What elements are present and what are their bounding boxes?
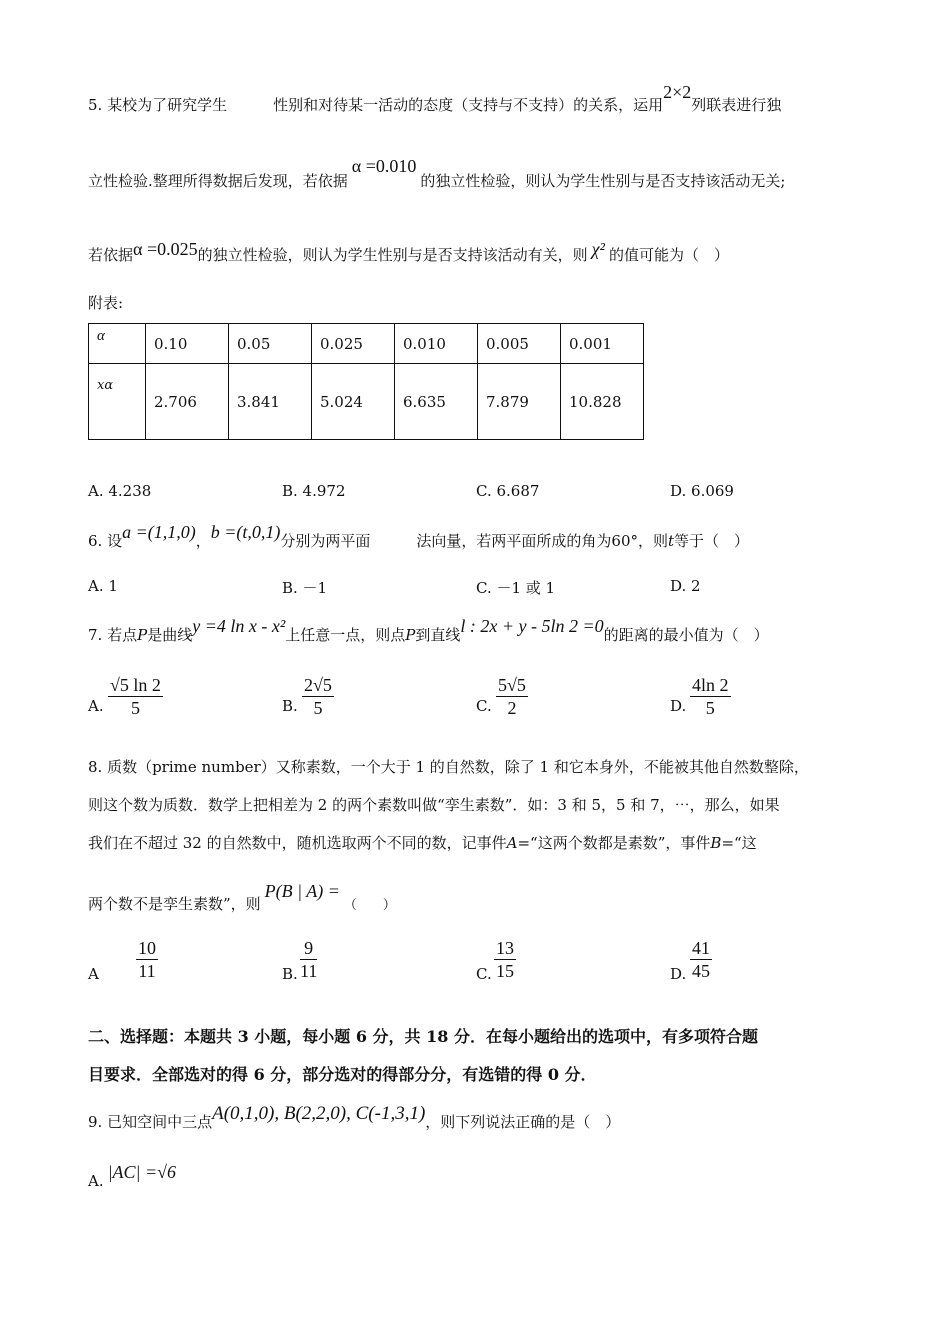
q6-option-b[interactable]: B. －1 <box>282 579 328 597</box>
table-cell: 7.879 <box>478 364 561 440</box>
fraction-numerator: 9 <box>304 938 314 958</box>
q5-option-c[interactable]: C. 6.687 <box>476 482 540 500</box>
q5-option-d[interactable]: D. 6.069 <box>670 482 734 500</box>
table-cell: 0.010 <box>395 324 478 364</box>
q8-line2: 则这个数为质数．数学上把相差为 2 的两个素数叫做“孪生素数”．如：3 和 5，5 和 7，⋯，那么，如果 <box>88 796 780 814</box>
q5-option-a[interactable]: A. 4.238 <box>88 482 152 500</box>
q8-option-c-fraction[interactable] <box>494 938 516 982</box>
section-heading-line1: 二、选择题：本题共 3 小题，每小题 6 分，共 18 分．在每小题给出的选项中，有多项符合题 <box>88 1027 758 1046</box>
fraction-numerator: 4ln 2 <box>692 675 729 695</box>
q7-line <box>88 616 769 645</box>
q6-option-c[interactable]: C. －1 或 1 <box>476 579 556 597</box>
q8-line3 <box>88 832 757 853</box>
fraction-numerator: 5√5 <box>498 675 526 695</box>
q8-text: =“这两个数都是素数”，事件 <box>517 834 711 852</box>
q5-text: 性别和对待某一活动的态度（支持与不支持）的关系，运用 <box>273 96 664 114</box>
q7-option-a-label[interactable]: A. <box>88 697 104 715</box>
math-2x2: 2×2 <box>663 82 692 102</box>
table-cell: 10.828 <box>561 364 644 440</box>
q6-var-t: t <box>668 532 675 550</box>
table-head-x-alpha: xα <box>89 364 146 440</box>
q8-text: 我们在不超过 32 的自然数中，随机选取两个不同的数，记事件 <box>88 834 507 852</box>
q6-text: 分别为两平面 <box>280 532 371 550</box>
q5-text: 5. 某校为了研究学生 <box>88 96 228 114</box>
q5-text: 若依据 <box>88 246 134 264</box>
q9-option-a-label: A. <box>88 1172 104 1190</box>
table-row <box>89 324 644 364</box>
table-cell: 2.706 <box>146 364 229 440</box>
fraction-denominator: 11 <box>300 961 318 981</box>
q7-text: 上任意一点，则点 <box>285 626 406 644</box>
q8-option-b-fraction[interactable] <box>300 938 317 982</box>
math-chi-square: χ² <box>591 239 605 259</box>
q7-var-p: P <box>137 626 148 644</box>
fraction-numerator: 10 <box>138 938 156 958</box>
q5-text: 的独立性检验，则认为学生性别与是否支持该活动有关，则 <box>197 246 588 264</box>
table-cell: 6.635 <box>395 364 478 440</box>
q8-option-d-label[interactable]: D. <box>670 965 687 983</box>
q5-line2 <box>88 156 786 191</box>
q8-option-d-fraction[interactable] <box>690 938 712 982</box>
q7-option-b-label[interactable]: B. <box>282 697 298 715</box>
q8-option-a-label[interactable]: A <box>88 965 99 983</box>
table-cell: 0.001 <box>561 324 644 364</box>
math-line-l: l : 2x + y - 5ln 2 =0 <box>460 616 604 636</box>
q8-text: （ ） <box>343 898 396 913</box>
q9-text: ，则下列说法正确的是（ ） <box>425 1113 621 1131</box>
math-vector-b: b =(t,0,1) <box>210 522 281 542</box>
q6-text: 等于（ ） <box>674 532 750 550</box>
q8-option-a-fraction[interactable] <box>136 938 158 982</box>
q7-option-b-fraction[interactable] <box>302 675 334 719</box>
q8-option-c-label[interactable]: C. <box>476 965 492 983</box>
math-curve: y =4 ln x - x² <box>192 616 286 636</box>
q5-text: 列联表进行独 <box>691 96 782 114</box>
q7-text: 到直线 <box>415 626 461 644</box>
table-head-alpha: α <box>89 324 146 364</box>
q6-text: 6. 设 <box>88 532 123 550</box>
q8-option-b-label[interactable]: B. <box>282 965 298 983</box>
q9-line <box>88 1103 621 1133</box>
math-alpha-0025: α =0.025 <box>133 239 198 259</box>
table-cell: 0.05 <box>229 324 312 364</box>
math-ac-length: |AC| =√6 <box>107 1162 177 1182</box>
fraction-denominator: 2 <box>507 698 517 718</box>
q5-line3 <box>88 239 729 265</box>
q6-line <box>88 522 750 551</box>
q7-option-c-fraction[interactable] <box>496 675 528 719</box>
q9-text: 9. 已知空间中三点 <box>88 1113 213 1131</box>
math-conditional-probability: P(B | A) = <box>264 881 340 901</box>
q6-text: 法向量，若两平面所成的角为60°，则 <box>416 532 668 550</box>
q8-text: 两个数不是孪生素数”，则 <box>88 895 261 913</box>
q6-text: ， <box>195 532 211 550</box>
appendix-label: 附表: <box>88 294 124 312</box>
critical-value-table <box>88 323 644 440</box>
table-cell: 5.024 <box>312 364 395 440</box>
q8-line4 <box>88 881 396 914</box>
q7-var-p: P <box>405 626 416 644</box>
q7-option-d-fraction[interactable] <box>690 675 731 719</box>
fraction-numerator: 41 <box>692 938 710 958</box>
fraction-denominator: 11 <box>138 961 156 981</box>
q6-option-a[interactable]: A. 1 <box>88 577 118 595</box>
math-vector-a: a =(1,1,0) <box>122 522 196 542</box>
table-cell: 0.10 <box>146 324 229 364</box>
math-alpha-0010: α =0.010 <box>351 156 417 176</box>
q7-option-d-label[interactable]: D. <box>670 697 687 715</box>
fraction-denominator: 15 <box>496 961 514 981</box>
table-cell: 0.005 <box>478 324 561 364</box>
q9-option-a[interactable] <box>88 1162 177 1191</box>
q7-text: 7. 若点 <box>88 626 138 644</box>
fraction-denominator: 5 <box>130 698 140 718</box>
q7-option-a-fraction[interactable] <box>108 675 163 719</box>
q8-event-b: B <box>710 834 722 852</box>
math-points: A(0,1,0), B(2,2,0), C(-1,3,1) <box>212 1103 426 1124</box>
q5-line1 <box>88 82 782 115</box>
fraction-numerator: 13 <box>496 938 514 958</box>
fraction-denominator: 5 <box>313 698 323 718</box>
q5-option-b[interactable]: B. 4.972 <box>282 482 346 500</box>
q6-option-d[interactable]: D. 2 <box>670 577 701 595</box>
q5-text: 立性检验.整理所得数据后发现，若依据 <box>88 172 348 190</box>
q5-text: 的值可能为（ ） <box>608 246 729 264</box>
q7-text: 的距离的最小值为（ ） <box>603 626 769 644</box>
fraction-denominator: 5 <box>705 698 715 718</box>
q8-line1: 8. 质数（prime number）又称素数，一个大于 1 的自然数，除了 1 和它本身外，不能被其他自然数整除， <box>88 758 809 776</box>
table-cell: 3.841 <box>229 364 312 440</box>
fraction-numerator: √5 ln 2 <box>110 675 161 695</box>
q8-event-a: A <box>506 834 518 852</box>
fraction-denominator: 45 <box>692 961 710 981</box>
section-heading-line2: 目要求．全部选对的得 6 分，部分选对的得部分分，有选错的得 0 分． <box>88 1065 597 1084</box>
table-row <box>89 364 644 440</box>
q8-text: =“这 <box>721 834 757 852</box>
q7-option-c-label[interactable]: C. <box>476 697 492 715</box>
table-cell: 0.025 <box>312 324 395 364</box>
q7-text: 是曲线 <box>147 626 193 644</box>
fraction-numerator: 2√5 <box>304 675 332 695</box>
q5-text: 的独立性检验，则认为学生性别与是否支持该活动无关; <box>420 172 786 190</box>
